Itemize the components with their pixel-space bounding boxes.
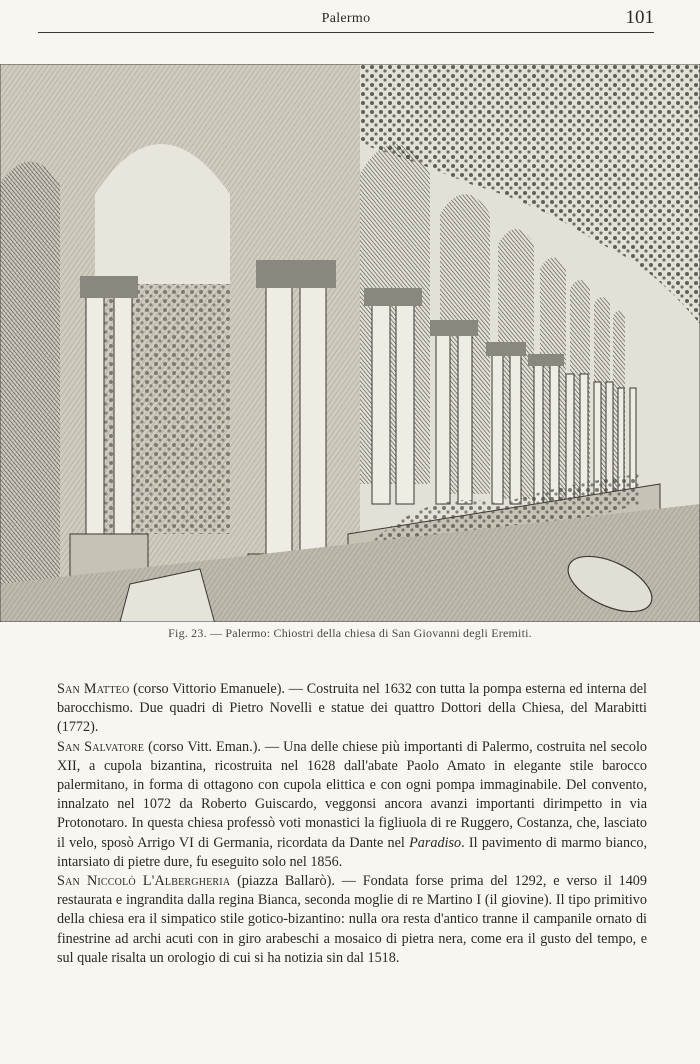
entry-san-niccolo	[57, 872, 647, 968]
running-title: Palermo	[321, 11, 371, 26]
cloister-engraving-drawing	[0, 64, 700, 622]
cloister-engraving	[0, 64, 700, 622]
entry-san-matteo	[57, 680, 647, 738]
entry-name: San Niccolò L'Albergheria	[57, 873, 231, 890]
entry-text-italic: Paradiso	[409, 834, 462, 851]
entry-name: San Matteo	[57, 681, 130, 697]
running-head	[38, 6, 654, 33]
entry-text: (corso Vitt. Eman.). — Una delle chiese più importanti di Palermo, costruita nel secolo XII, a cupola bizantina, ricostruita nel 1628 dall'abate Paolo Amato in elegante stile barocco palermitano, in forma di ottagono con cupola elittica e con ogni pompa immaginabile. Del convento, innalzato nel 1072 da Roberto Guiscardo, veggonsi ancora avanzi importanti dirimpetto in via Protonotaro. In questa chiesa professò voti monastici la figliuola di re Ruggero, Costanza, che, lasciato il velo, sposò Arrigo VI di Germania, ricordata da Dante nel	[57, 738, 647, 851]
figure-caption: Fig. 23. — Palermo: Chiostri della chiesa di San Giovanni degli Eremiti.	[168, 626, 532, 640]
entry-text: (piazza Ballarò). — Fondata forse prima del 1292, e verso il 1409 restaurata e ingrandita dalla regina Bianca, seconda moglie di re Martino I (il giovine). Il tipo primitivo della chiesa era il simpatico stile gotico-bizantino: nulla ora resta d'antico tranne il campanile ornato di finestrine ad archi acuti con in giro arabeschi a mosaico di pietra nera, come era il gusto del tempo, e sul quale risalta un orologio di cui si ha notizia sin dal 1518.	[57, 873, 647, 966]
entry-text: . Il pavimento di marmo bianco, intarsiato di pietre dure, fu eseguito solo nel 1856.	[57, 834, 648, 870]
body-text	[57, 680, 647, 968]
page-number: 101	[625, 7, 654, 28]
entry-san-salvatore	[57, 738, 647, 872]
entry-name: San Salvatore	[57, 738, 145, 755]
entry-text: (corso Vittorio Emanuele). — Costruita nel 1632 con tutta la pompa esterna ed interna del barocchismo. Due quadri di Pietro Novelli e statue dei quattro Dottori della Chiesa, del Marabitti (1772).	[57, 681, 647, 736]
